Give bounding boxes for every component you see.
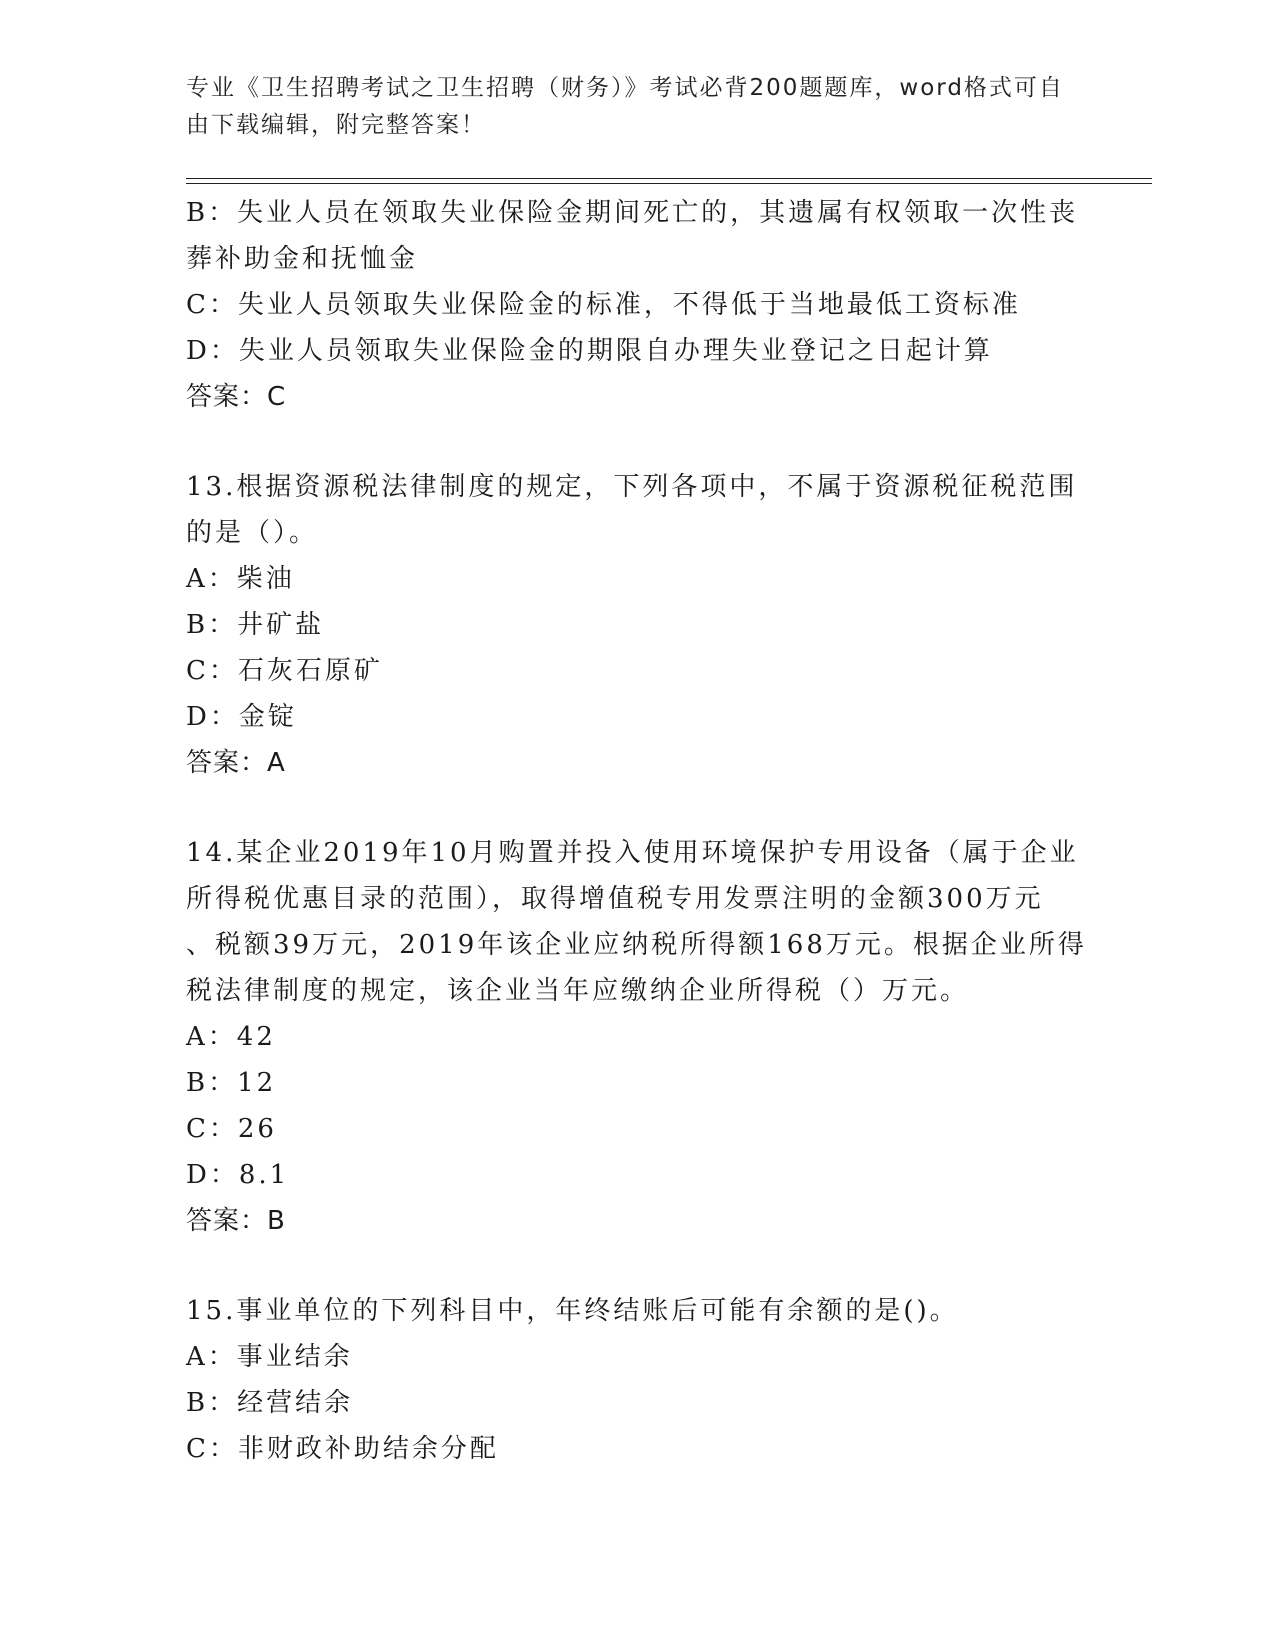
option-d: D：金锭 — [186, 702, 297, 732]
option-a: A：42 — [186, 1022, 276, 1052]
option-d: D：失业人员领取失业保险金的期限自办理失业登记之日起计算 — [186, 336, 993, 366]
question-stem-line-2: 的是（）。 — [186, 518, 319, 548]
option-c: C：非财政补助结余分配 — [186, 1434, 499, 1464]
question-stem-line-3: 、税额39万元，2019年该企业应纳税所得额168万元。根据企业所得 — [186, 930, 1087, 960]
header-line-2: 由下载编辑，附完整答案！ — [186, 112, 486, 138]
question-stem-line-1: 13.根据资源税法律制度的规定，下列各项中，不属于资源税征税范围 — [186, 472, 1078, 502]
spacer — [186, 420, 1086, 464]
option-b: B：井矿盐 — [186, 610, 325, 640]
option-b: B：经营结余 — [186, 1388, 354, 1418]
question-stem-line-1: 15.事业单位的下列科目中，年终结账后可能有余额的是()。 — [186, 1296, 959, 1326]
question-stem-line-2: 所得税优惠目录的范围），取得增值税专用发票注明的金额300万元 — [186, 884, 1044, 914]
option-a: A：柴油 — [186, 564, 295, 594]
spacer — [186, 1244, 1086, 1288]
question-15 — [186, 1288, 1086, 1472]
header-rule-bottom — [186, 183, 1152, 184]
question-13 — [186, 464, 1086, 786]
spacer — [186, 786, 1086, 830]
question-14 — [186, 830, 1086, 1244]
option-a: A：事业结余 — [186, 1342, 353, 1372]
option-b: B：12 — [186, 1068, 277, 1098]
header-line-1: 专业《卫生招聘考试之卫生招聘（财务）》考试必背200题题库，word格式可自 — [186, 75, 1064, 101]
answer: 答案：A — [186, 748, 286, 778]
option-b-line-1: B：失业人员在领取失业保险金期间死亡的，其遗属有权领取一次性丧 — [186, 198, 1079, 228]
question-12-continued — [186, 190, 1086, 420]
answer: 答案：B — [186, 1206, 286, 1236]
document-header — [186, 70, 1066, 144]
question-stem-line-4: 税法律制度的规定，该企业当年应缴纳企业所得税（）万元。 — [186, 976, 970, 1006]
document-body — [186, 190, 1086, 1472]
option-c: C：失业人员领取失业保险金的标准，不得低于当地最低工资标准 — [186, 290, 1021, 320]
option-d: D：8.1 — [186, 1160, 290, 1190]
option-c: C：石灰石原矿 — [186, 656, 383, 686]
question-stem-line-1: 14.某企业2019年10月购置并投入使用环境保护专用设备（属于企业 — [186, 838, 1079, 868]
answer: 答案：C — [186, 382, 287, 412]
option-b-line-2: 葬补助金和抚恤金 — [186, 244, 419, 274]
option-c: C：26 — [186, 1114, 277, 1144]
header-rule-top — [186, 178, 1152, 179]
